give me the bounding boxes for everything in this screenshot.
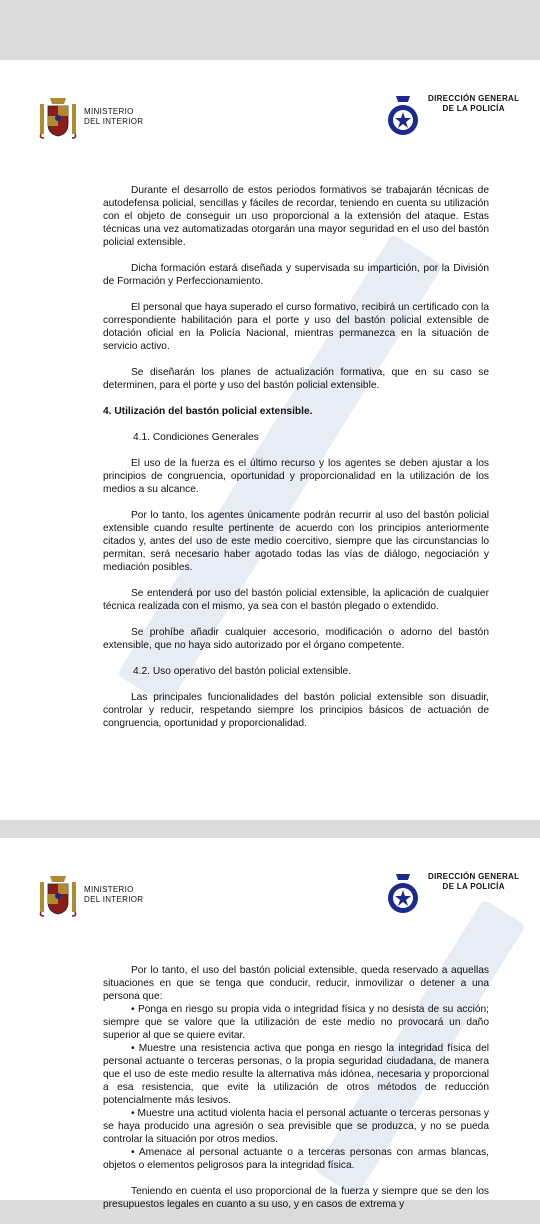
dg-line-1: DIRECCIÓN GENERAL: [428, 94, 520, 103]
dg-line-2: DE LA POLICÍA: [442, 882, 505, 891]
bullet-item: • Muestre una resistencia activa que ponga en riesgo la integridad física del personal actuante o terceras personas, o la propia seguridad ciudadana, de manera que el uso de este medio resulte la alternativa más idónea, necesaria y proporcional a esa resistencia, que evite la utilización de otros métodos de reducción potencialmente más lesivos.: [103, 1043, 489, 1106]
paragraph: El uso de la fuerza es el último recurso y los agentes se deben ajustar a los principios de congruencia, oportunidad y proporcionalidad en la utilización de los medios a su alcance.: [103, 458, 489, 495]
document-page-1: [0, 60, 540, 820]
spain-coat-of-arms-icon: [38, 872, 78, 918]
ministry-line-2: DEL INTERIOR: [84, 117, 144, 126]
ministry-line-2: DEL INTERIOR: [84, 895, 144, 904]
paragraph: Por lo tanto, los agentes únicamente podrán recurrir al uso del bastón policial extensible cuando resulte pertinente de acuerdo con los principios anteriormente citados y, antes del uso de este medio coercitivo, siempre que las circunstancias lo permitan, será necesario haber agotado todas las vías de diálogo, negociación y mediación posibles.: [103, 510, 489, 573]
paragraph: Teniendo en cuenta el uso proporcional de la fuerza y siempre que se den los presupuestos legales en cuanto a su uso, y en casos de extrema y: [103, 1186, 489, 1210]
document-page-2: [0, 838, 540, 1210]
spain-coat-of-arms-icon: [38, 94, 78, 140]
bullet-item: • Muestre una actitud violenta hacia el personal actuante o terceras personas y se haya producido una agresión o sea previsible que se produzca, y no se pueda controlar la situación por otros medios.: [103, 1108, 489, 1145]
paragraph: Se entenderá por uso del bastón policial extensible, la aplicación de cualquier técnica realizada con el mismo, ya sea con el bastón plegado o extendido.: [103, 588, 489, 612]
policia-nacional-badge-icon: [386, 872, 420, 916]
section-heading-4: 4. Utilización del bastón policial extensible.: [103, 406, 313, 417]
subsection-heading-4-2: 4.2. Uso operativo del bastón policial extensible.: [133, 666, 352, 677]
paragraph: El personal que haya superado el curso formativo, recibirá un certificado con la correspondiente habilitación para el porte y uso del bastón policial extensible de dotación oficial en la Policía Nacional, mientras permanezca en la situación de servicio activo.: [103, 302, 489, 352]
paragraph: Se prohíbe añadir cualquier accesorio, modificación o adorno del bastón extensible, que no haya sido autorizado por el órgano competente.: [103, 627, 489, 651]
paragraph: Dicha formación estará diseñada y supervisada su impartición, por la División de Formación y Perfeccionamiento.: [103, 263, 489, 287]
bullet-item: • Ponga en riesgo su propia vida o integridad física y no desista de su acción; siempre que se valore que la utilización de este medio no provocará un daño superior al que se quiere evitar.: [103, 1004, 489, 1041]
dg-line-2: DE LA POLICÍA: [442, 104, 505, 113]
ministry-header: [38, 872, 143, 918]
police-header: [386, 872, 519, 916]
subsection-heading-4-1: 4.1. Condiciones Generales: [133, 432, 259, 443]
ministry-line-1: MINISTERIO: [84, 107, 134, 116]
dg-line-1: DIRECCIÓN GENERAL: [428, 872, 520, 881]
viewer-gap-top: [0, 0, 540, 60]
paragraph: Por lo tanto, el uso del bastón policial extensible, queda reservado a aquellas situaciones en que se tenga que conducir, reducir, inmovilizar o detener a una persona que:: [103, 965, 489, 1002]
ministry-line-1: MINISTERIO: [84, 885, 134, 894]
viewer-gap-middle: [0, 820, 540, 838]
paragraph: Las principales funcionalidades del bastón policial extensible son disuadir, controlar y reducir, respetando siempre los principios básicos de actuación de congruencia, oportunidad y proporcionalidad.: [103, 692, 489, 729]
policia-nacional-badge-icon: [386, 94, 420, 138]
page-1-body: [103, 184, 489, 743]
page-2-body: [103, 964, 489, 1224]
paragraph: Durante el desarrollo de estos periodos formativos se trabajarán técnicas de autodefensa policial, sencillas y fáciles de recordar, teniendo en cuenta su utilización con el objeto de conseguir un uso proporcional a la extensión del ataque. Estas técnicas una vez automatizadas otorgarán una mayor seguridad en el uso del bastón policial extensible.: [103, 185, 489, 248]
paragraph: Se diseñarán los planes de actualización formativa, que en su caso se determinen, para el porte y uso del bastón policial extensible.: [103, 367, 489, 391]
police-header: [386, 94, 519, 138]
bullet-item: • Amenace al personal actuante o a terceras personas con armas blancas, objetos o elementos peligrosos para la integridad física.: [103, 1147, 489, 1171]
ministry-header: [38, 94, 143, 140]
